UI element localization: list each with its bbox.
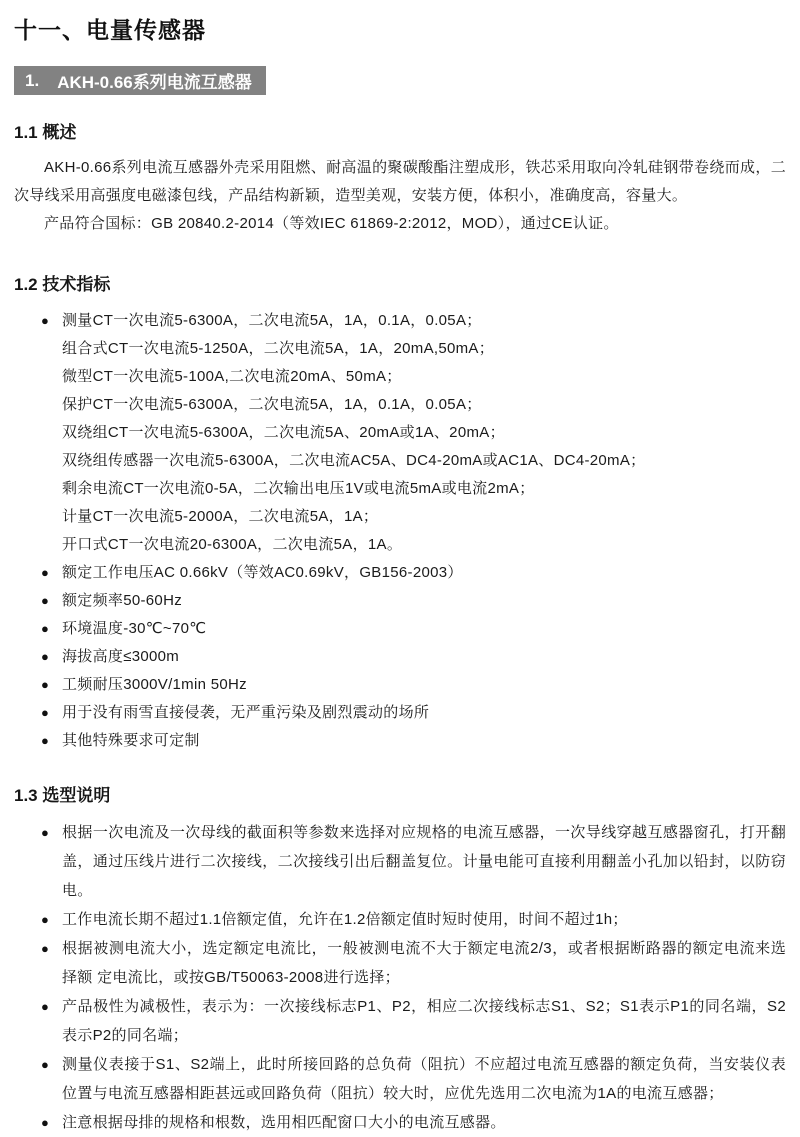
list-item-text: 保护CT一次电流5-6300A，二次电流5A，1A，0.1A，0.05A； [62,396,482,413]
bullet-icon: ● [41,941,50,956]
list-item-text: 产品极性为减极性，表示为：一次接线标志P1、P2，相应二次接线标志S1、S2；S1表示P1的同名端，S2表示P2的同名端； [62,998,786,1044]
list-item [14,1050,786,1108]
overview-paragraph-2: 产品符合国标：GB 20840.2-2014（等效IEC 61869-2:2012，MOD），通过CE认证。 [44,215,619,232]
list-item [14,363,786,391]
bullet-icon: ● [41,999,50,1014]
list-item-text: 海拔高度≤3000m [62,648,180,665]
bullet-icon: ● [41,825,50,840]
bullet-icon: ● [41,621,50,636]
list-item [14,419,786,447]
selection-list [14,818,786,1137]
heading-overview: 1.1 概述 [14,123,77,142]
bullet-icon: ● [41,565,50,580]
list-item-text: 注意根据母排的规格和根数，选用相匹配窗口大小的电流互感器。 [62,1114,506,1131]
bullet-icon: ● [41,912,50,927]
list-item-text: 环境温度-30℃~70℃ [62,620,207,637]
section-number: 1. [25,70,40,90]
list-item [14,671,786,699]
bullet-icon: ● [41,705,50,720]
bullet-icon: ● [41,733,50,748]
list-item [14,531,786,559]
overview-paragraphs [14,154,786,238]
page-title: 十一、电量传感器 [14,17,206,43]
list-item [14,307,786,335]
bullet-icon: ● [41,1057,50,1072]
list-item-text: 剩余电流CT一次电流0-5A，二次输出电压1V或电流5mA或电流2mA； [62,480,535,497]
list-item-text: 工作电流长期不超过1.1倍额定值，允许在1.2倍额定值时短时使用，时间不超过1h； [62,911,628,928]
list-item [14,699,786,727]
list-item [14,559,786,587]
heading-specs: 1.2 技术指标 [14,275,111,294]
list-item [14,905,786,934]
list-item [14,391,786,419]
specs-list [14,307,786,755]
heading-selection: 1.3 选型说明 [14,786,111,805]
list-item-text: 测量仪表接于S1、S2端上，此时所接回路的总负荷（阻抗）不应超过电流互感器的额定负荷，当安装仪表位置与电流互感器相距甚远或回路负荷（阻抗）较大时，应优先选用二次电流为1A的电流互感器； [62,1056,786,1102]
bullet-icon: ● [41,313,50,328]
bullet-icon: ● [41,1115,50,1130]
list-item-text: 额定频率50-60Hz [62,592,182,609]
list-item [14,818,786,905]
list-item [14,643,786,671]
list-item-text: 计量CT一次电流5-2000A，二次电流5A，1A； [62,508,379,525]
list-item-text: 根据一次电流及一次母线的截面积等参数来选择对应规格的电流互感器，一次导线穿越互感器窗孔，打开翻盖，通过压线片进行二次接线，二次接线引出后翻盖复位。计量电能可直接利用翻盖小孔加以铅封，以防窃电。 [62,824,786,899]
list-item-text: 用于没有雨雪直接侵袭，无严重污染及剧烈震动的场所 [62,704,430,721]
bullet-icon: ● [41,649,50,664]
overview-paragraph-1: AKH-0.66系列电流互感器外壳采用阻燃、耐高温的聚碳酸酯注塑成形，铁芯采用取向冷轧硅钢带卷绕而成，二次导线采用高强度电磁漆包线，产品结构新颖，造型美观，安装方便，体积小，准确度高，容量大。 [14,159,786,204]
list-item [14,335,786,363]
list-item-text: 测量CT一次电流5-6300A，二次电流5A，1A，0.1A，0.05A； [62,312,482,329]
list-item [14,475,786,503]
bullet-icon: ● [41,593,50,608]
section-1-header-bar [14,66,266,95]
list-item-text: 额定工作电压AC 0.66kV（等效AC0.69kV，GB156-2003） [62,564,463,581]
list-item-text: 其他特殊要求可定制 [62,732,200,749]
list-item-text: 双绕组CT一次电流5-6300A，二次电流5A、20mA或1A、20mA； [62,424,505,441]
list-item [14,587,786,615]
list-item [14,447,786,475]
bullet-icon: ● [41,677,50,692]
list-item-text: 工频耐压3000V/1min 50Hz [62,676,247,693]
list-item [14,934,786,992]
list-item [14,503,786,531]
list-item [14,1108,786,1137]
section-title: AKH-0.66系列电流互感器 [57,73,252,92]
list-item-text: 双绕组传感器一次电流5-6300A，二次电流AC5A、DC4-20mA或AC1A、DC4-20mA； [62,452,646,469]
list-item [14,992,786,1050]
list-item [14,727,786,755]
list-item [14,615,786,643]
list-item-text: 根据被测电流大小，选定额定电流比，一般被测电流不大于额定电流2/3，或者根据断路器的额定电流来选择额 定电流比，或按GB/T50063-2008进行选择； [62,940,786,986]
list-item-text: 开口式CT一次电流20-6300A，二次电流5A，1A。 [62,536,403,553]
list-item-text: 组合式CT一次电流5-1250A，二次电流5A，1A，20mA,50mA； [62,340,495,357]
list-item-text: 微型CT一次电流5-100A,二次电流20mA、50mA； [62,368,402,385]
